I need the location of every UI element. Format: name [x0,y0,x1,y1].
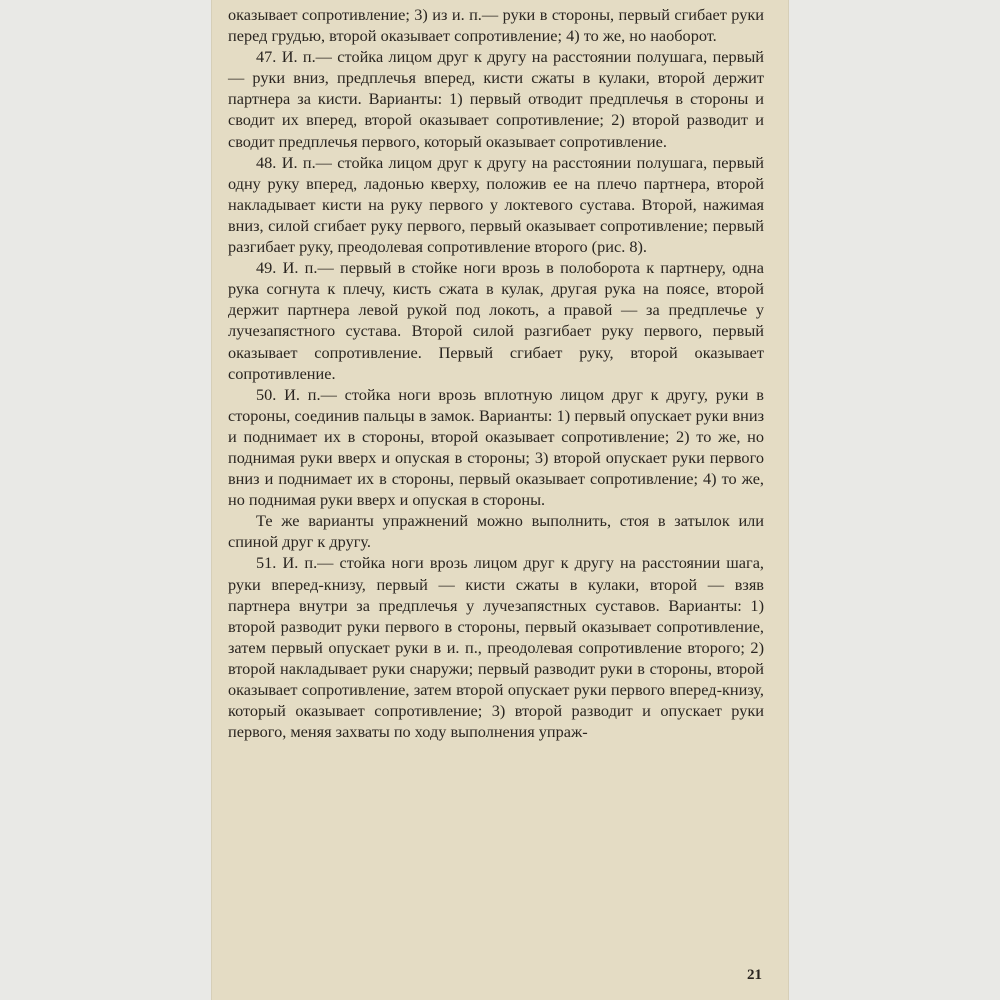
book-page [212,0,788,1000]
paragraph-exercise-50: 50. И. п.— стойка ноги врозь вплотную лицом друг к другу, руки в стороны, соединив пальцы в замок. Варианты: 1) первый опускает руки вниз и поднимает их в стороны, второй оказывает сопротивление; 2) то же, но поднимая руки вверх и опуская в стороны; 3) второй опускает руки первого вниз и поднимает их в стороны, первый оказывает сопротивление; 4) то же, но поднимая руки вверх и опуская в стороны. [228,384,764,510]
paragraph-note: Те же варианты упражнений можно выполнить, стоя в затылок или спиной друг к другу. [228,511,764,552]
paragraph-continuation: оказывает сопротивление; 3) из и. п.— руки в стороны, первый сгибает руки перед грудью, второй оказывает сопротивление; 4) то же, но наоборот. [228,5,764,46]
body-text [228,4,764,742]
page-number: 21 [747,967,762,983]
paragraph-exercise-51: 51. И. п.— стойка ноги врозь лицом друг к другу на расстоянии шага, руки вперед-книзу, первый — кисти сжаты в кулаки, второй — взяв партнера внутри за предплечья у лучезапястных суставов. Варианты: 1) второй разводит руки первого в стороны, первый оказывает сопротивление, затем первый опускает руки в и. п., преодолевая сопротивление второго; 2) второй накладывает руки снаружи; первый разводит руки в стороны, второй оказывает сопротивление, затем второй опускает руки первого вперед-книзу, который оказывает сопротивление; 3) второй разводит и опускает руки первого, меняя захваты по ходу выполнения упраж- [228,553,764,742]
paragraph-exercise-47: 47. И. п.— стойка лицом друг к другу на расстоянии полушага, первый — руки вниз, предплечья вперед, кисти сжаты в кулаки, второй держит партнера за кисти. Варианты: 1) первый отводит предплечья в стороны и сводит их вперед, второй оказывает сопротивление; 2) второй разводит и сводит предплечья первого, который оказывает сопротивление. [228,47,764,151]
paragraph-exercise-48: 48. И. п.— стойка лицом друг к другу на расстоянии полушага, первый одну руку вперед, ладонью кверху, положив ее на плечо партнера, второй накладывает кисти на руку первого у локтевого сустава. Второй, нажимая вниз, силой сгибает руку первого, первый оказывает сопротивление; первый разгибает руку, преодолевая сопротивление второго (рис. 8). [228,152,764,257]
paragraph-exercise-49: 49. И. п.— первый в стойке ноги врозь в полоборота к партнеру, одна рука согнута к плечу, кисть сжата в кулак, другая рука на поясе, второй держит партнера левой рукой под локоть, а правой — за предплечье у лучезапястного сустава. Второй силой разгибает руку первого, первый оказывает сопротивление. Первый сгибает руку, второй оказывает сопротивление. [228,258,764,383]
